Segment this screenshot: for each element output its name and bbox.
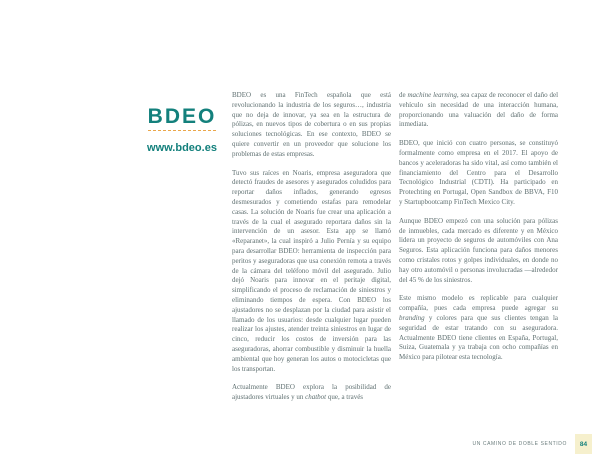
paragraph: Este mismo modelo es replicable para cualquier compañía, pues cada empresa puede agregar su branding y colores para que sus clientes tengan la seguridad de estar tratando con su aseguradora. Actualmente BDEO tiene clientes en España, Portugal, Suiza, Guatemala y ya trabaja con ocho compañías en México para pilotear esta tecnología. <box>399 294 558 362</box>
paragraph: BDEO, que inició con cuatro personas, se constituyó formalmente como empresa en el 2017. El apoyo de bancos y aceleradoras ha sido vital, así como también el financiamiento del Centro para el Desarrollo Tecnológico Industrial (CDTI). Ha participado en Protechting en Portugal, Open Sandbox de BBVA, F10 y Startupbootcamp FinTech Mexico City. <box>399 139 558 206</box>
page-number: 84 <box>579 440 588 448</box>
bdeo-logo: BDEO <box>147 105 217 128</box>
body-text-columns <box>232 91 558 412</box>
paragraph: Aunque BDEO empezó con una solución para pólizas de inmuebles, cada mercado es diferente y en México lidera un proyecto de seguros de automóviles con Ana Seguros. Esta aplicación funciona para daños menores como cristales rotos y golpes individuales, en donde no hay otro automóvil o personas involucradas —alrededor del 45 % de los siniestros. <box>399 216 558 284</box>
paragraph: Tuvo sus raíces en Noaris, empresa aseguradora que detectó fraudes de asesores y asegurados coludidos para reportar daños inflados, generando egresos desmesurados y cometiendo estafas para remodelar casas. La solución de Noaris fue crear una aplicación a través de la cual el asegurado reportara daños sin la intervención de un asesor. Esta app se llamó «Reparanet», la cual inspiró a Julio Pernía y su equipo para desarrollar BDEO: herramienta de inspección para peritos y aseguradoras que usa conexión remota a través de la cámara del teléfono móvil del asegurado. Julio dejó Noaris para innovar en el peritaje digital, simplificando el proceso de reclamación de siniestros y eliminando tiempos de espera. Con BDEO los ajustadores no se desplazan por la ciudad para asistir el llamado de los usuarios: desde cualquier lugar pueden realizar los ajustes, atender treinta siniestros en lugar de cinco, reducir los costos de inversión para las aseguradoras, ahorrar combustible y disminuir la huella ambiental que hoy generan los autos o motocicletas que los transportan. <box>232 168 391 373</box>
page-footer <box>473 434 593 454</box>
paragraph: de machine learning, sea capaz de reconocer el daño del vehículo sin necesidad de una interacción humana, proporcionando una valuación del daño de forma inmediata. <box>399 91 559 129</box>
running-title: UN CAMINO DE DOBLE SENTIDO <box>472 441 567 447</box>
page-number-box <box>575 434 592 454</box>
text-column-left <box>232 91 391 412</box>
text-column-right <box>399 91 558 412</box>
logo-dashed-underline <box>148 130 216 131</box>
paragraph: Actualmente BDEO explora la posibilidad de ajustadores virtuales y un chatbot que, a través <box>232 383 391 402</box>
bdeo-logo-block <box>117 106 247 154</box>
paragraph: BDEO es una FinTech española que está revolucionando la industria de los seguros…, industria que no deja de innovar, ya sea en la estructura de pólizas, en nuevos tipos de cobertura o en sus propias soluciones tecnológicas. En ese contexto, BDEO se quiere convertir en un proveedor que solucione los problemas de estas empresas. <box>232 91 391 158</box>
logo-url: www.bdeo.es <box>147 142 217 154</box>
